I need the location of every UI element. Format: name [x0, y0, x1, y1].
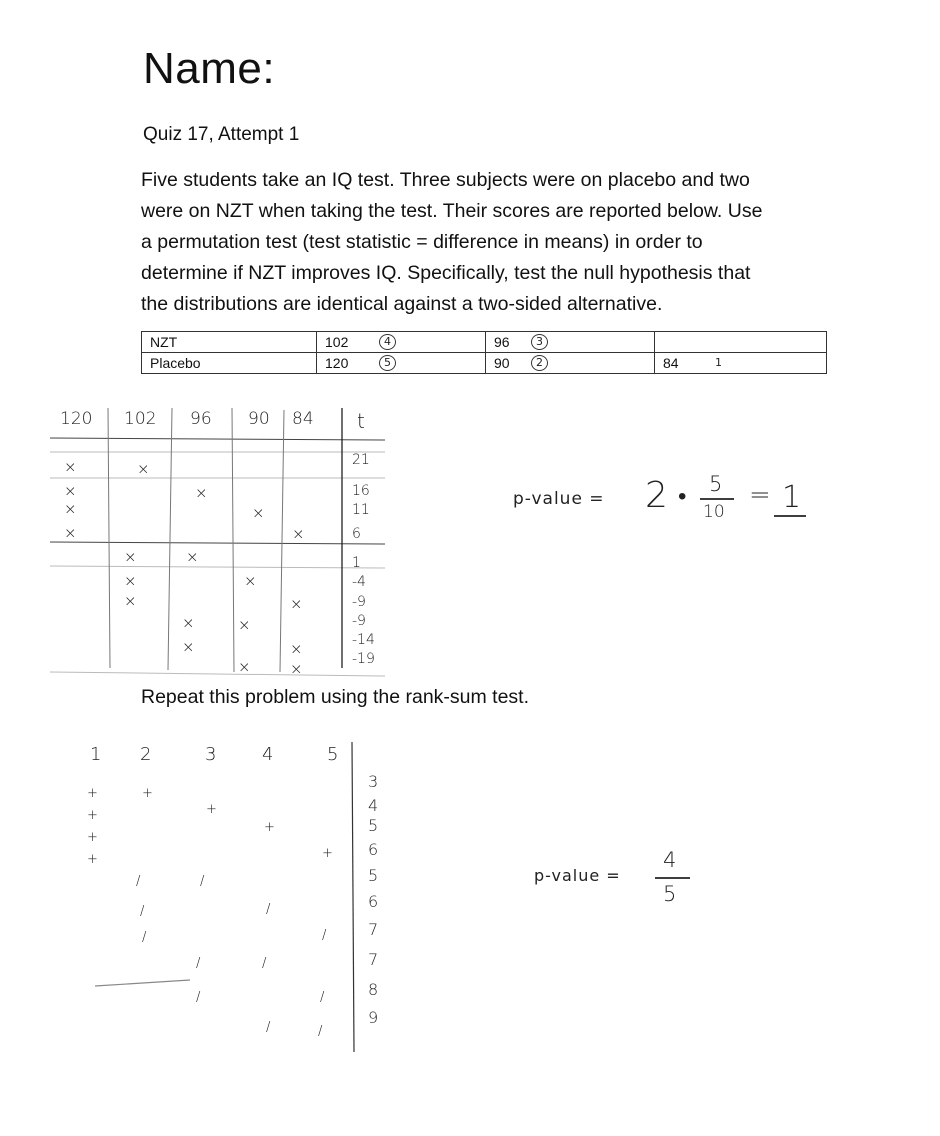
row-label: Placebo [142, 353, 317, 374]
rank-mark: + [322, 846, 333, 861]
rank-mark: + [264, 820, 275, 835]
perm-column-header: 120 [60, 409, 93, 429]
rank-mark: + [142, 786, 153, 801]
problem-line: the distributions are identical against a two-sided alternative. [141, 293, 663, 315]
perm-mark: × [244, 572, 257, 590]
perm-mark: × [64, 524, 77, 542]
rank-sum-value: 7 [368, 920, 379, 939]
perm-mark: × [64, 500, 77, 518]
rank-p-value-numerator: 4 [663, 848, 677, 872]
perm-mark: × [292, 525, 305, 543]
rank-sum-value: 6 [368, 892, 379, 911]
repeat-instruction: Repeat this problem using the rank-sum test. [141, 686, 530, 708]
perm-mark: × [238, 658, 251, 676]
multiply-dot-icon: • [678, 482, 687, 510]
rank-sum-value: 8 [368, 980, 379, 999]
rank-mark: / [266, 902, 271, 917]
rank-mark: / [200, 874, 205, 889]
row-label: NZT [142, 332, 317, 353]
perm-t-value: -19 [352, 651, 375, 667]
perm-column-header: 96 [190, 409, 212, 429]
rank-sum-value: 4 [368, 796, 379, 815]
rank-mark: + [87, 852, 98, 867]
perm-mark: × [64, 458, 77, 476]
rank-sum-value: 6 [368, 840, 379, 859]
rank-mark: / [266, 1020, 271, 1035]
score-value: 120 [325, 355, 349, 371]
perm-t-value: 6 [352, 526, 361, 542]
rank-sum-value: 3 [368, 772, 379, 791]
problem-line: determine if NZT improves IQ. Specifically, test the null hypothesis that [141, 262, 751, 284]
rank-mark: / [196, 990, 201, 1005]
rank-mark: / [322, 928, 327, 943]
rank-mark: + [87, 786, 98, 801]
p-value-result: 1 [782, 480, 802, 515]
rank-sum-value: 5 [368, 816, 379, 835]
perm-t-value: -9 [352, 594, 366, 610]
perm-t-value: 11 [352, 502, 370, 518]
perm-column-header: t [357, 409, 365, 433]
rank-circle: 5 [379, 355, 396, 371]
score-value: 102 [325, 334, 349, 350]
rank-mark: / [140, 904, 145, 919]
perm-t-value: 16 [352, 483, 370, 499]
score-value: 90 [494, 355, 510, 371]
perm-mark: × [186, 548, 199, 566]
rank-mark: + [87, 808, 98, 823]
rank-sum-value: 9 [368, 1008, 379, 1027]
perm-column-header: 102 [124, 409, 157, 429]
p-value-numerator: 5 [709, 472, 723, 496]
p-value-fraction-bars [655, 499, 806, 878]
rank-mark: + [206, 802, 217, 817]
perm-mark: × [238, 616, 251, 634]
rank-mark: / [196, 956, 201, 971]
perm-mark: × [195, 484, 208, 502]
rank-column-header: 5 [327, 744, 339, 765]
perm-t-value: -14 [352, 632, 375, 648]
quiz-title: Quiz 17, Attempt 1 [143, 124, 300, 145]
problem-line: a permutation test (test statistic = difference in means) in order to [141, 231, 703, 253]
p-value-label: p-value = [513, 489, 605, 509]
problem-line: were on NZT when taking the test. Their scores are reported below. Use [141, 200, 763, 222]
rank-mark: / [136, 874, 141, 889]
perm-column-header: 90 [248, 409, 270, 429]
rank-circle: 3 [531, 334, 548, 350]
equals-sign-icon: = [749, 480, 771, 510]
rank-p-value-label: p-value = [534, 866, 621, 885]
perm-t-value: 1 [352, 555, 361, 571]
perm-mark: × [182, 614, 195, 632]
rank-p-value-denominator: 5 [663, 882, 677, 906]
perm-mark: × [124, 548, 137, 566]
rank-mark: + [87, 830, 98, 845]
problem-line: Five students take an IQ test. Three subjects were on placebo and two [141, 169, 750, 191]
rank-column-header: 3 [205, 744, 217, 765]
perm-mark: × [290, 595, 303, 613]
perm-mark: × [64, 482, 77, 500]
rank-circle: 4 [379, 334, 396, 350]
rank-note: 1 [715, 356, 722, 369]
rank-column-header: 4 [262, 744, 274, 765]
perm-mark: × [137, 460, 150, 478]
perm-t-value: -9 [352, 613, 366, 629]
perm-mark: × [290, 660, 303, 678]
rank-mark: / [318, 1024, 323, 1039]
perm-t-value: 21 [352, 452, 370, 468]
permutation-grid-lines [50, 408, 385, 676]
rank-sum-value: 5 [368, 866, 379, 885]
rank-mark: / [262, 956, 267, 971]
rank-sum-value: 7 [368, 950, 379, 969]
perm-t-value: -4 [352, 574, 366, 590]
score-value: 84 [663, 355, 679, 371]
name-label: Name: [143, 44, 276, 93]
p-value-factor: 2 [645, 475, 668, 516]
perm-mark: × [182, 638, 195, 656]
p-value-denominator: 10 [703, 502, 725, 522]
perm-column-header: 84 [292, 409, 314, 429]
perm-mark: × [290, 640, 303, 658]
rank-mark: / [142, 930, 147, 945]
perm-mark: × [124, 592, 137, 610]
perm-mark: × [124, 572, 137, 590]
rank-circle: 2 [531, 355, 548, 371]
rank-sum-divider [95, 742, 354, 1052]
rank-column-header: 1 [90, 744, 102, 765]
rank-mark: / [320, 990, 325, 1005]
score-value: 96 [494, 334, 510, 350]
perm-mark: × [252, 504, 265, 522]
rank-column-header: 2 [140, 744, 152, 765]
